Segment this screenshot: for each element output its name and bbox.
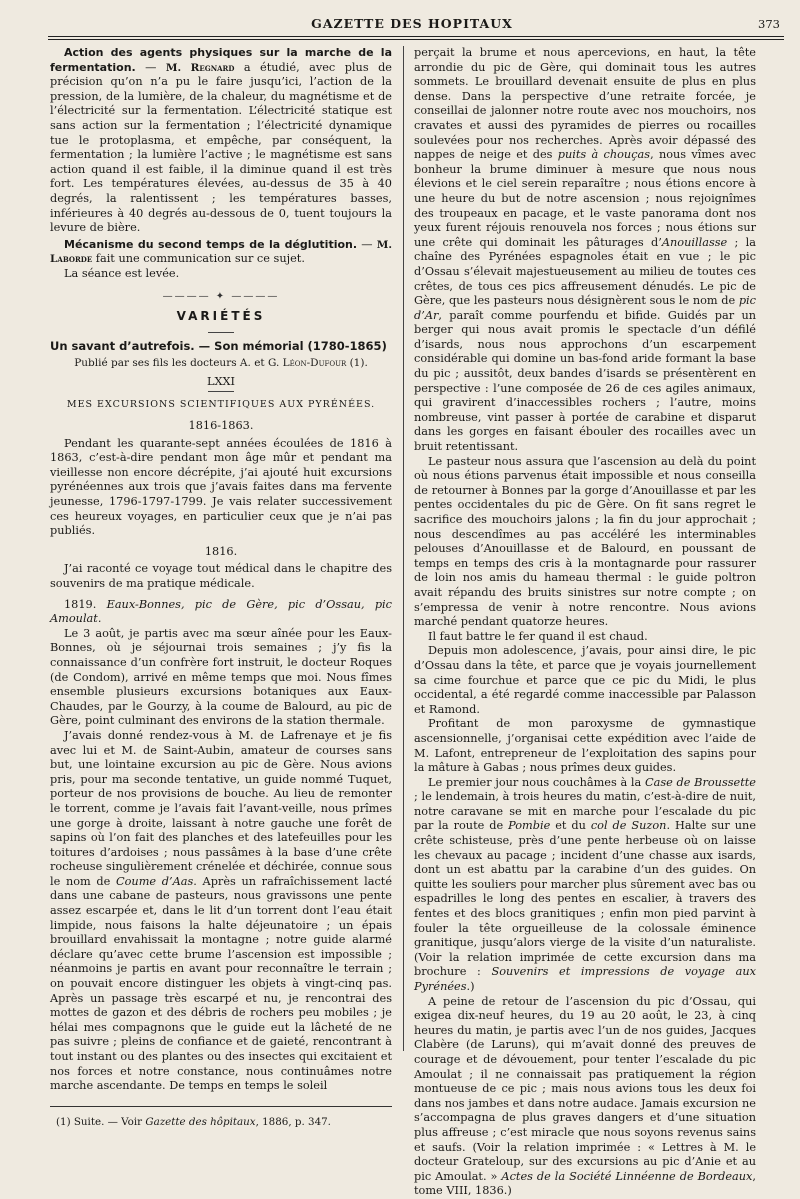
dash: — xyxy=(135,60,166,74)
section-rubric: VARIÉTÉS xyxy=(176,309,266,324)
column-divider xyxy=(403,46,404,1051)
paragraph-expedition: Profitant de mon paroxysme de gymnastique ascensionnelle, j’organisai cette expédition avec l’aide de M. Lafont, entrepreneur de l’exploitation des sapins pour la mâture à Gabas ; nous prîmes deux guides. xyxy=(414,717,756,775)
page-number: 373 xyxy=(758,17,780,31)
place-pombie: Pombie xyxy=(508,819,551,833)
paragraph-pic-de-gere xyxy=(50,729,392,1094)
text-day-c: et du xyxy=(550,819,591,833)
text-day-b: ; le lendemain, à trois heures du matin, c’est-à-dire de nuit, notre caravane se mit en marche pour l’escalade du pic par la route de xyxy=(414,790,756,833)
page-header xyxy=(40,10,784,36)
text-ascent-b: , nous vîmes avec bonheur la brume diminuer à mesure que nous nous élevions et le ciel serein reparaître ; nous étions encore à une heure du but de notre ascension ; nous rejoignîmes des troupeaux en pacage, et le vaste panorama dont nos yeux furent réjouis renouvela nos forces ; nous étions sur une crête qui dominait les pâturages d’ xyxy=(414,148,756,249)
ornament-divider: ———— ✦ ———— xyxy=(162,290,280,302)
article-title-text: Un savant d’autrefois. — Son mémorial (1780-1865) xyxy=(50,338,387,353)
author-laborde: M. Laborde xyxy=(50,238,392,266)
byline xyxy=(50,356,392,371)
text-fermentation: a étudié, avec plus de précision qu’on n’a pu le faire jusqu’ici, l’action de la pression, de la lumière, de la chaleur, du magnétisme et de l’électricité sur la fermentation. L’électricité statique est sans action sur la fermentation ; l’électricité dynamique tue le protoplasma, et empêche, par conséquent, la fermentation ; la lumière l’active ; le magnétisme est sans action quand il est faible, il la diminue quand il est très fort. Les températures élevées, au-dessus de 35 à 40 degrés, la ralentissent ; les températures basses, inférieures à 40 degrés au-dessous de 0, tuent toujours la levure de bière. xyxy=(50,60,392,235)
term-puits: puits à chouças xyxy=(557,148,651,162)
paragraph-fermentation xyxy=(50,46,392,236)
brochure-title: Souvenirs et impressions de voyage aux Pyrénées xyxy=(414,965,756,993)
text-gere-b: . Après un rafraîchissement lacté dans une cabane de pasteurs, nous gravissons une pente assez escarpée et, dans le lit d’un torrent dont l’eau était limpide, nous faisons la halte déjeunatoire ; un épais brouillard envahissait la montagne ; notre guide alarmé déclare qu’avec cette brume l’ascension est impossible ; néanmoins je partis en avant pour reconnaître le terrain ; on pouvait encore distinguer les objets à vingt-cinq pas. Après un passage très escarpé et nu, je rencontrai des mottes de gazon et des débris de rochers peu mobiles ; je hélai mes compagnons que le guide eut la lâcheté de ne pas suivre ; pleins de confiance et de gaieté, rencontrant à tout instant ou des plantes ou des insectes qui excitaient et nos forces et notre constance, nous continuâmes notre marche ascendante. De temps en temps le soleil xyxy=(50,874,392,1093)
chapter-years: 1816-1863. xyxy=(188,419,254,433)
place-broussette: Case de Broussette xyxy=(644,775,756,789)
place-col-suzon: col de Suzon xyxy=(590,819,667,833)
chapter-number: LXXI xyxy=(206,374,236,388)
article-title xyxy=(50,339,392,355)
text-amoulat-b: , tome VIII, 1836.) xyxy=(414,1169,756,1198)
paragraph-1816: J’ai raconté ce voyage tout médical dans le chapitre des souvenirs de ma pratique médicale. xyxy=(50,562,392,590)
year-1816: 1816. xyxy=(204,544,238,558)
paragraph-intro: Pendant les quarante-sept années écoulées de 1816 à 1863, c’est-à-dire pendant mon âge mûr et pendant ma vieillesse non encore décrépite, j’ai ajouté huit excursions pyrénéennes aux trois que j’avais faites dans ma fervente jeunesse, 1796-1797-1799. Je vais relater successivement ces heureux voyages, en particulier ceux que je n’ai pas publiés. xyxy=(50,436,392,538)
header-rule-top xyxy=(48,36,784,37)
footnote-pre: (1) Suite. — Voir xyxy=(56,1115,146,1128)
footnote-rule xyxy=(50,1106,392,1107)
session-closed: La séance est levée. xyxy=(64,266,180,280)
paragraph-ascent xyxy=(414,46,756,455)
header-rule-bottom xyxy=(48,39,784,40)
place-anouillasse: Anouillasse xyxy=(661,235,728,249)
text-ascent-d: , paraît comme pourfendu et bifide. Guidés par un berger qui nous avait promis le spectacle d’un défilé d’isards, nous nous approchons d’un escarpement considérable qui domine un bas-fond aride formant la base du pic ; aussitôt, deux bandes d’isards se présentèrent en perspective : l’une composée de 26 de ces agiles animaux, qui gravirent d’inaccessibles rochers ; l’autre, moins nombreuse, vint passer à portée de carabine et disparut dans les gorges en faisant ébouler des rocailles avec un bruit retentissant. xyxy=(414,308,756,454)
text-day-a: Le premier jour nous couchâmes à la xyxy=(428,775,645,789)
journal-actes: Actes de la Société Linnéenne de Bordeaux xyxy=(501,1169,753,1183)
heading-1819 xyxy=(50,598,392,627)
text-amoulat-a: A peine de retour de l’ascension du pic d’Ossau, qui exigea dix-neuf heures, du 19 au 20 août, le 23, à cinq heures du matin, je partis avec l’un de nos guides, Jacques Clabère (de Laruns), qui m’avait donné des preuves de courage et de dévouement, pour tenter l’escalade du pic Amoulat ; il ne connaissait pas pratiquement la région montueuse de ce pic ; mais nous avions tous les deux foi dans nos jambes et dans notre audace. Jamais excursion ne s’accompagna de plus graves dangers et d’une situation plus affreuse ; c’est miracle que nous soyons revenus sains et saufs. (Voir la relation imprimée : « Lettres à M. le docteur Grateloup, sur des excursions au pic d’Anie et au pic Amoulat. » xyxy=(414,994,756,1183)
paragraph-first-day xyxy=(414,776,756,995)
text-day-d: . Halte sur une crête schisteuse, près d’une pente herbeuse où on laisse les chevaux au pacage ; incident d’une chasse aux isards, dont un est abattu par la carabine d’un des guides. On quitte les souliers pour marcher plus sûrement avec bas ou espadrilles le long des pentes en escalier, à travers des fentes et des blocs granitiques ; enfin mon pied parvint à fouler la tête orgueilleuse de la colossale éminence granitique, jusqu’alors vierge de la visite d’un naturaliste. (Voir la relation imprimée de cette excursion dans ma brochure : xyxy=(414,819,757,979)
left-column xyxy=(50,46,392,1129)
dash: — xyxy=(357,237,377,251)
journal-title: GAZETTE DES HOPITAUX xyxy=(311,16,513,31)
paragraph-deglutition xyxy=(50,238,392,267)
footnote xyxy=(50,1115,392,1130)
footnote-post: , 1886, p. 347. xyxy=(255,1115,331,1128)
footnote-source: Gazette des hôpitaux xyxy=(145,1115,256,1128)
author-regnard: M. Regnard xyxy=(165,61,235,74)
text-gere-a: J’avais donné rendez-vous à M. de Lafrenaye et je fis avec lui et M. de Saint-Aubin, amateur de courses sans but, une lointaine excursion au pic de Gère. Nous avions pris, pour ma seconde tentative, un guide nommé Tuquet, porteur de nos provisions de bouche. Au lieu de remonter le torrent, comme je l’avais fait l’avant-veille, nous prîmes une gorge à droite, laissant à notre gauche une forêt de sapins où l’on fait des planches et des latefeuilles pour les toitures d’ardoises ; nous passâmes à la base d’une crête rocheuse singulièrement crénelée et déchirée, connue sous le nom de xyxy=(50,728,392,888)
byline-name: Léon-Dufour xyxy=(282,357,347,370)
right-column xyxy=(414,46,756,1199)
text-ascent-c: ; la chaîne des Pyrénées espagnoles était en vue ; le pic d’Ossau s’élevait majestueusement au milieu de toutes ces crêtes, de tous ces pics affreusement dénudés. Le pic de Gère, que les pasteurs nous désignèrent sous le nom de xyxy=(414,235,756,308)
chapter-rule xyxy=(208,391,234,392)
paragraph-descent: Le pasteur nous assura que l’ascension au delà du point où nous étions parvenus était impossible et nous conseilla de retourner à Bonnes par la gorge d’Anouillasse et par les pentes occidentales du pic de Gère. On fit sans regret le sacrifice des mouchoirs jalons ; la fin du jour approchait ; nous descendîmes au pas accéléré les interminables pelouses d’Anouillasse et de Balourd, en poussant de temps en temps des cris à la montagnarde pour rassurer de loin nos amis du hameau thermal : le guide poltron avait répandu des bruits sinistres sur notre compte ; on s’empressa de venir à notre rencontre. Nous avions marché pendant quatorze heures. xyxy=(414,454,756,629)
paragraph-ossau: Depuis mon adolescence, j’avais, pour ainsi dire, le pic d’Ossau dans la tête, et parce que je voyais journellement sa cime fourchue et parce que ce pic du Midi, le plus occidental, a été regardé comme inaccessible par Palasson et Ramond. xyxy=(414,644,756,716)
lead-fermentation: Action des agents physiques sur la marche de la fermentation. xyxy=(50,46,392,74)
text-day-e: .) xyxy=(466,980,475,993)
place-coume-aas: Coume d’Aas xyxy=(115,874,194,888)
rubric-rule xyxy=(208,332,234,333)
lead-deglutition: Mécanisme du second temps de la déglutition. xyxy=(64,237,358,251)
places-1819: Eaux-Bonnes, pic de Gère, pic d’Ossau, pic Amoulat. xyxy=(50,597,393,626)
year-1819: 1819. xyxy=(64,597,97,611)
paragraph-eaux-bonnes: Le 3 août, je partis avec ma sœur aînée pour les Eaux-Bonnes, où je séjournai trois semaines ; j’y fis la connaissance d’un confrère fort instruit, le docteur Roques (de Condom), arrivé en même temps que moi. Nous fîmes ensemble plusieurs excursions botaniques aux Eaux-Chaudes, par le Gourzy, à la coume de Balourd, au pic de Gère, point culminant des environs de la station thermale. xyxy=(50,626,392,728)
text-ascent-a: perçait la brume et nous apercevions, en haut, la tête arrondie du pic de Gère, qui dominait tous les autres sommets. Le brouillard devenait ensuite de plus en plus dense. Dans la perspective d’une retraite forcée, je conseillai de jalonner notre route avec nos mouchoirs, nos cravates et aussi des pyramides de pierres ou rocailles soulevées pour nos recherches. Après avoir dépassé des nappes de neige et des xyxy=(414,46,756,162)
paragraph-amoulat xyxy=(414,995,756,1199)
byline-pre: Publié par ses fils les docteurs A. et G. xyxy=(74,357,283,370)
paragraph-proverb: Il faut battre le fer quand il est chaud. xyxy=(428,629,648,643)
chapter-subtitle: MES EXCURSIONS SCIENTIFIQUES AUX PYRÉNÉES. xyxy=(66,399,376,411)
byline-post: (1). xyxy=(346,357,368,370)
text-deglutition: fait une communication sur ce sujet. xyxy=(92,252,305,266)
place-pic-ar: pic d’Ar xyxy=(414,294,756,322)
